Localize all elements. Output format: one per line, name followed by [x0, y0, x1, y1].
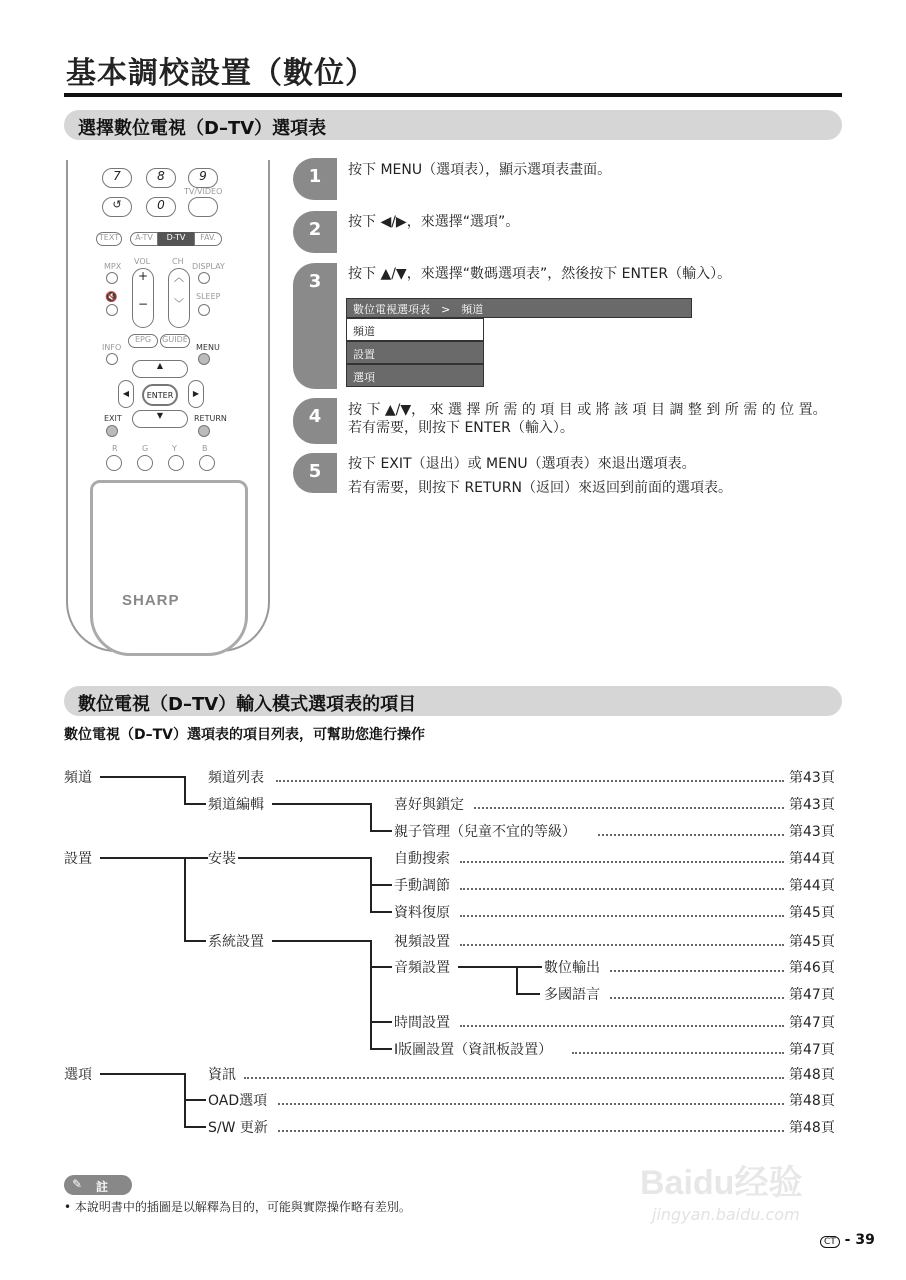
leader-dots	[598, 834, 784, 836]
tree-line	[272, 803, 372, 805]
page-ref: 第44頁	[789, 851, 835, 867]
remote-key-9: 9	[188, 168, 218, 188]
remote-label-r: R	[112, 444, 118, 453]
remote-key-mpx	[106, 272, 118, 284]
leader-dots	[610, 997, 784, 999]
step-number-5: 5	[293, 453, 337, 493]
remote-key-blue	[199, 455, 215, 471]
leader-dots	[460, 861, 784, 863]
step-number-1: 1	[293, 158, 337, 200]
tree-item-system-setup: 系統設置	[208, 931, 266, 951]
tree-line	[184, 1126, 206, 1128]
channel-rocker: ︿ ﹀	[168, 268, 190, 328]
tree-line	[370, 803, 372, 830]
remote-key-exit	[106, 425, 118, 437]
flashback-icon: ↺	[102, 197, 132, 217]
step-text-3: 按下 ▲/▼，來選擇“數碼選項表”，然後按下 ENTER（輸入）。	[348, 266, 732, 282]
remote-key-menu	[198, 353, 210, 365]
tree-item-multi-language: 多國語言	[544, 984, 602, 1004]
leader-dots	[460, 944, 784, 946]
page-ref: 第47頁	[789, 1015, 835, 1031]
step-text-2: 按下 ◀/▶，來選擇“選項”。	[348, 214, 520, 230]
tree-line	[370, 1048, 392, 1050]
tree-line	[516, 993, 540, 995]
tree-item-data-reset: 資料復原	[394, 902, 452, 922]
page-title: 基本調校設置（數位）	[66, 56, 376, 91]
page-ref: 第43頁	[789, 797, 835, 813]
tree-line	[370, 830, 392, 832]
page-ref: 第48頁	[789, 1120, 835, 1136]
step-text-5a: 按下 EXIT（退出）或 MENU（選項表）來退出選項表。	[348, 456, 696, 472]
remote-key-green	[137, 455, 153, 471]
section-subtitle: 數位電視（D–TV）選項表的項目列表，可幫助您進行操作	[64, 727, 426, 743]
remote-label-info: INFO	[102, 343, 122, 352]
leader-dots	[276, 780, 784, 782]
leader-dots	[572, 1052, 784, 1054]
section-header-dtv-menu	[64, 110, 842, 140]
remote-key-enter: ENTER	[142, 384, 178, 406]
leader-dots	[278, 1130, 784, 1132]
tree-line	[100, 857, 184, 859]
mute-icon: 🔇	[105, 292, 118, 303]
tree-line	[184, 940, 206, 942]
step-text-1: 按下 MENU（選項表），顯示選項表畫面。	[348, 162, 612, 178]
remote-label-g: G	[142, 444, 149, 453]
tree-line	[370, 966, 392, 968]
tree-line	[370, 940, 372, 1048]
dpad-left: ◀	[118, 380, 134, 408]
title-rule	[64, 93, 842, 97]
tree-line	[458, 966, 542, 968]
remote-key-sleep	[198, 304, 210, 316]
leader-dots	[460, 888, 784, 890]
tree-line	[184, 1099, 206, 1101]
remote-key-return	[198, 425, 210, 437]
menu-item-channel: 頻道	[346, 318, 484, 341]
leader-dots	[278, 1103, 784, 1105]
remote-key-0: 0	[146, 197, 176, 217]
step-number-2: 2	[293, 211, 337, 253]
tree-line	[100, 1073, 184, 1075]
tree-item-channel-edit: 頻道編輯	[208, 794, 266, 814]
leader-dots	[460, 915, 784, 917]
remote-label-return: RETURN	[194, 414, 227, 423]
remote-label-b: B	[202, 444, 208, 453]
menu-screen-header: 數位電視選項表 > 頻道	[346, 298, 692, 318]
note-text: • 本說明書中的插圖是以解釋為目的，可能與實際操作略有差別。	[64, 1200, 411, 1214]
remote-key-atv: A-TV	[130, 232, 158, 246]
page-number: CT - 39	[820, 1232, 875, 1248]
dpad-right: ▶	[188, 380, 204, 408]
section-header-menu-items	[64, 686, 842, 716]
page-ref: 第47頁	[789, 987, 835, 1003]
remote-label-tvvideo: TV/VIDEO	[184, 187, 223, 196]
tree-line	[184, 776, 186, 803]
leader-dots	[244, 1077, 784, 1079]
step-number-4: 4	[293, 398, 337, 444]
tree-line	[370, 884, 392, 886]
page-number-value: 39	[855, 1232, 875, 1248]
remote-key-red	[106, 455, 122, 471]
step-text-4a: 按 下 ▲/▼， 來 選 擇 所 需 的 項 目 或 將 該 項 目 調 整 到 所 需 的 位 置。	[348, 402, 827, 418]
tree-item-audio-setup: 音頻設置	[394, 957, 452, 977]
page-ref: 第48頁	[789, 1093, 835, 1109]
remote-key-7: 7	[102, 168, 132, 188]
remote-label-y: Y	[172, 444, 177, 453]
language-badge: CT	[820, 1236, 840, 1248]
page-ref: 第48頁	[789, 1067, 835, 1083]
dpad-up: ▲	[132, 360, 188, 378]
tree-line	[100, 776, 184, 778]
page-ref: 第46頁	[789, 960, 835, 976]
brand-logo: SHARP	[122, 592, 180, 609]
remote-key-yellow	[168, 455, 184, 471]
menu-item-setup: 設置	[346, 341, 484, 364]
remote-key-display	[198, 272, 210, 284]
remote-key-8: 8	[146, 168, 176, 188]
remote-key-mute	[106, 304, 118, 316]
step-number-3: 3	[293, 263, 337, 389]
tree-line	[516, 966, 518, 993]
tree-item-favourite-lock: 喜好與鎖定	[394, 794, 466, 814]
leader-dots	[610, 970, 784, 972]
tree-l1-setup: 設置	[64, 848, 94, 868]
page-ref: 第43頁	[789, 824, 835, 840]
page-ref: 第44頁	[789, 878, 835, 894]
leader-dots	[474, 807, 784, 809]
menu-item-option: 選項	[346, 364, 484, 387]
watermark-logo: Baidu经验	[640, 1164, 803, 1202]
remote-label-ch: CH	[172, 257, 184, 266]
remote-lid	[90, 480, 248, 656]
remote-label-mpx: MPX	[104, 262, 122, 271]
step-text-5b: 若有需要，則按下 RETURN（返回）來返回到前面的選項表。	[348, 480, 733, 496]
tree-item-install: 安裝	[208, 848, 238, 868]
tree-item-manual-tune: 手動調節	[394, 875, 452, 895]
tree-line	[184, 803, 206, 805]
page-ref: 第47頁	[789, 1042, 835, 1058]
remote-label-sleep: SLEEP	[196, 292, 221, 301]
note-badge: ✎ 註	[64, 1175, 132, 1195]
remote-label-display: DISPLAY	[192, 262, 225, 271]
volume-rocker: + −	[132, 268, 154, 328]
remote-label-exit: EXIT	[104, 414, 122, 423]
watermark-url: jingyan.baidu.com	[652, 1205, 800, 1224]
remote-key-fav: FAV.	[194, 232, 222, 246]
tree-line	[184, 857, 186, 941]
remote-key-dtv: D-TV	[158, 232, 194, 246]
tree-item-parental: 親子管理（兒童不宜的等級）	[394, 821, 578, 841]
remote-key-guide: GUIDE	[160, 334, 190, 348]
tree-line	[370, 1021, 392, 1023]
tree-item-time-setup: 時間設置	[394, 1012, 452, 1032]
section-title: 數位電視（D–TV）輸入模式選項表的項目	[78, 694, 417, 715]
tree-item-auto-search: 自動搜索	[394, 848, 452, 868]
pencil-icon: ✎	[72, 1177, 83, 1191]
page-ref: 第45頁	[789, 905, 835, 921]
tree-item-channel-list: 頻道列表	[208, 767, 266, 787]
tree-item-oad: OAD選項	[208, 1090, 269, 1110]
tree-line	[272, 940, 372, 942]
tree-item-digital-output: 數位輸出	[544, 957, 602, 977]
remote-key-text: TEXT	[96, 232, 122, 246]
tree-item-information: 資訊	[208, 1064, 238, 1084]
step-text-4b: 若有需要，則按下 ENTER（輸入）。	[348, 420, 574, 436]
tree-l1-channel: 頻道	[64, 767, 94, 787]
remote-label-menu: MENU	[196, 343, 220, 352]
leader-dots	[460, 1025, 784, 1027]
dpad-down: ▼	[132, 410, 188, 428]
tree-line	[370, 911, 392, 913]
tree-item-info-panel: I版圖設置（資訊板設置）	[394, 1039, 554, 1059]
remote-label-vol: VOL	[134, 257, 151, 266]
tree-item-sw-update: S/W 更新	[208, 1117, 270, 1137]
tree-item-video-setup: 視頻設置	[394, 931, 452, 951]
tree-l1-option: 選項	[64, 1064, 94, 1084]
page-ref: 第43頁	[789, 770, 835, 786]
section-title: 選擇數位電視（D–TV）選項表	[78, 118, 327, 139]
remote-key-info	[106, 353, 118, 365]
remote-key-epg: EPG	[128, 334, 158, 348]
remote-key-tvvideo	[188, 197, 218, 217]
page-ref: 第45頁	[789, 934, 835, 950]
